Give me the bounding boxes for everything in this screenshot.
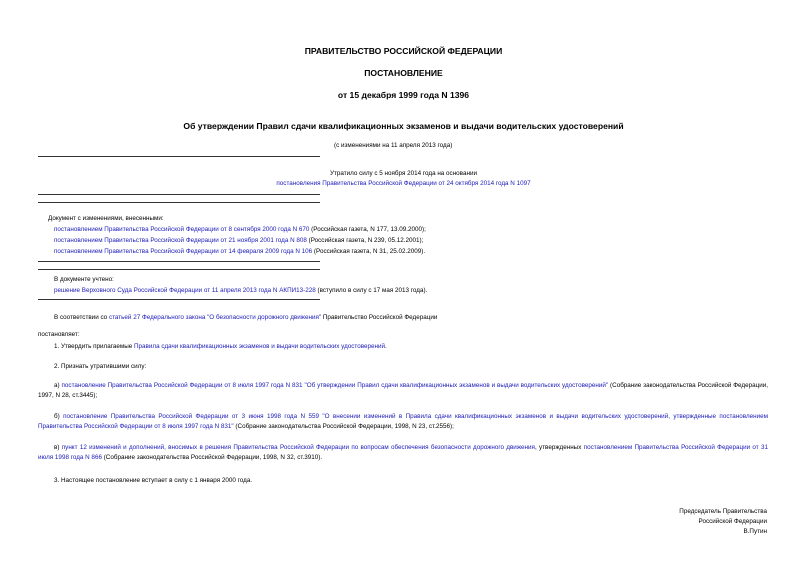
item-2b-source: (Собрание законодательства Российской Федерации, 1998, N 23, ст.2556); — [233, 422, 454, 430]
date-line: от 15 декабря 1999 года N 1396 — [337, 90, 470, 100]
item-2v-source: (Собрание законодательства Российской Федерации, 1998, N 32, ст.3910). — [101, 453, 323, 461]
amendment-link[interactable]: постановлением Правительства Российской Федерации от 21 ноября 2001 года N 808 — [54, 237, 307, 244]
amendment-item — [54, 237, 423, 244]
item-1-prefix: 1. Утвердить прилагаемые — [54, 343, 134, 350]
basis-suffix: Правительство Российской Федерации — [321, 314, 438, 321]
divider — [38, 299, 320, 300]
amended-by-heading: Документ с изменениями, внесенными: — [48, 215, 164, 222]
item-3: 3. Настоящее постановление вступает в силу с 1 января 2000 года. — [54, 477, 253, 484]
federal-law-link[interactable]: статьей 27 Федерального закона "О безопасности дорожного движения" — [108, 314, 322, 321]
amendment-link[interactable]: постановлением Правительства Российской Федерации от 8 сентября 2000 года N 670 — [54, 226, 310, 233]
amendment-item — [54, 226, 426, 233]
amendment-source: (Российская газета, N 239, 05.12.2001); — [306, 237, 424, 244]
item-2a — [38, 381, 768, 400]
basis-prefix: В соответствии со — [54, 314, 109, 321]
signature-name: В.Путин — [743, 528, 767, 535]
resolution-559-link[interactable]: постановление Правительства Российской Федерации от 3 июня 1998 года N 559 "О внесении изменений в Правила сдачи квалификационных экзаменов и выдачи водительских удостоверений, утвержденные постановлением Правительства Российской Федерации от 8 июля 1997 года N 831" — [38, 413, 768, 430]
considered-heading: В документе учтено: — [54, 276, 114, 283]
decrees-word: постановляет: — [38, 331, 80, 338]
considered-item — [54, 287, 427, 294]
item-1 — [54, 343, 387, 350]
amendment-item — [54, 248, 425, 255]
item-2v — [38, 443, 768, 462]
resolution-866-link[interactable]: постановлением Правительства Российской Федерации от 31 июля 1998 года N 866 — [38, 444, 768, 461]
item-2a-prefix: а) — [54, 382, 62, 389]
expired-link[interactable]: постановления Правительства Российской Федерации от 24 октября 2014 года N 1097 — [276, 180, 531, 187]
expired-text: Утратило силу с 5 ноября 2014 года на основании — [330, 170, 477, 177]
signature-org: Российской Федерации — [698, 518, 767, 525]
signature-title: Председатель Правительства — [679, 508, 767, 515]
item-2v-middle: , утвержденных — [534, 444, 584, 451]
changes-point-12-link[interactable]: пункт 12 изменений и дополнений, вносимых в решения Правительства Российской Федерации по вопросам обеспечения безопасности дорожного движения — [61, 444, 535, 451]
item-2b-prefix: б) — [54, 413, 64, 420]
resolution-831-link[interactable]: постановление Правительства Российской Федерации от 8 июля 1997 года N 831 "Об утверждении Правил сдачи квалификационных экзаменов и выдачи водительских удостоверений" — [61, 382, 609, 389]
item-1-suffix: . — [385, 343, 387, 350]
amendment-link[interactable]: постановлением Правительства Российской Федерации от 14 февраля 2009 года N 106 — [54, 248, 313, 255]
document-title: Об утверждении Правил сдачи квалификационных экзаменов и выдачи водительских удостоверений — [183, 121, 624, 131]
amendment-note: (с изменениями на 11 апреля 2013 года) — [334, 142, 453, 149]
amendment-source: (Российская газета, N 177, 13.09.2000); — [309, 226, 426, 233]
item-2: 2. Признать утратившими силу: — [54, 363, 147, 370]
court-decision-link[interactable]: решение Верховного Суда Российской Федерации от 11 апреля 2013 года N АКПИ13-228 — [54, 287, 316, 294]
basis-paragraph — [54, 314, 437, 321]
item-2b — [38, 412, 768, 431]
divider — [38, 261, 320, 262]
amendment-source: (Российская газета, N 31, 25.02.2009). — [312, 248, 426, 255]
item-2a-source: (Собрание законодательства Российской Федерации, 1997, N 28, ст.3445); — [38, 382, 768, 399]
rules-link[interactable]: Правила сдачи квалификационных экзаменов и выдачи водительских удостоверений — [134, 343, 386, 350]
considered-note: (вступило в силу с 17 мая 2013 года). — [315, 287, 428, 294]
divider — [38, 156, 320, 157]
divider — [38, 269, 320, 270]
doc-type-heading: ПОСТАНОВЛЕНИЕ — [364, 68, 443, 78]
org-heading: ПРАВИТЕЛЬСТВО РОССИЙСКОЙ ФЕДЕРАЦИИ — [304, 46, 503, 56]
item-2v-prefix: в) — [54, 444, 62, 451]
divider — [38, 202, 320, 203]
divider — [38, 194, 320, 195]
